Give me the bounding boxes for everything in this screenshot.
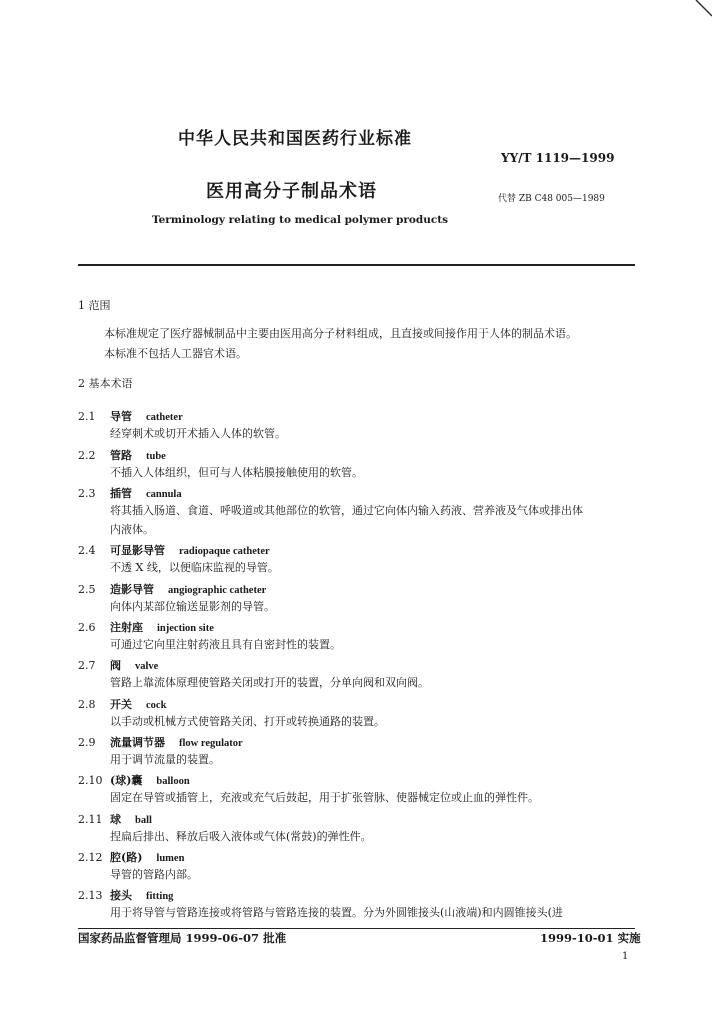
term-entry-heading: [78, 444, 166, 463]
term-entry-heading: [78, 616, 214, 635]
term-english: fitting: [146, 891, 174, 902]
term-chinese: 腔(路): [110, 851, 143, 864]
effective-date: 1999-10-01 实施: [540, 931, 641, 945]
term-entry-heading: [78, 769, 190, 788]
term-definition: 可通过它向里注射药液且具有自密封性的装置。: [110, 638, 341, 651]
term-chinese: 开关: [110, 698, 132, 711]
section-1-paragraph-2: 本标准不包括人工器官术语。: [104, 347, 247, 360]
term-chinese: 插管: [110, 487, 132, 500]
term-chinese: 管路: [110, 449, 132, 462]
section-1-paragraph-1: 本标准规定了医疗器械制品中主要由医用高分子材料组成，且直接或间接作用于人体的制品术语。: [104, 327, 577, 340]
term-definition: 以手动或机械方式使管路关闭、打开或转换通路的装置。: [110, 715, 385, 728]
term-english: lumen: [156, 853, 185, 864]
term-chinese: 阀: [110, 659, 121, 672]
replaces-note: 代替 ZB C48 005—1989: [498, 194, 605, 204]
term-english: ball: [135, 815, 152, 826]
term-definition: 导管的管路内部。: [110, 868, 198, 881]
term-chinese: 可显影导管: [110, 544, 165, 557]
term-number: 2.8: [78, 698, 96, 711]
term-english: balloon: [156, 776, 190, 787]
term-number: 2.4: [78, 544, 96, 557]
term-english: flow regulator: [179, 738, 243, 749]
term-definition: 管路上靠流体原理使管路关闭或打开的装置，分单向阀和双向阀。: [110, 676, 429, 689]
term-entry-heading: [78, 654, 158, 673]
term-english: cock: [146, 700, 167, 711]
term-definition: 用于将导管与管路连接或将管路与管路连接的装置。分为外圆锥接头(山液端)和内圆锥接头(进: [110, 906, 563, 919]
term-number: 2.7: [78, 659, 96, 672]
term-number: 2.11: [78, 813, 103, 826]
term-definition: 将其插入肠道、食道、呼吸道或其他部位的软管，通过它向体内输入药液、营养液及气体或排出体: [110, 504, 583, 517]
term-entry-heading: [78, 884, 173, 903]
term-entry-heading: [78, 731, 243, 750]
term-entry-heading: [78, 482, 182, 501]
section-1-heading: 1 范围: [78, 299, 111, 312]
term-number: 2.2: [78, 449, 96, 462]
english-title: Terminology relating to medical polymer products: [152, 214, 449, 226]
term-entry-heading: [78, 539, 270, 558]
term-chinese: 注射座: [110, 621, 143, 634]
term-english: valve: [135, 661, 159, 672]
term-definition: 固定在导管或插管上，充液或充气后鼓起，用于扩张管脉、使器械定位或止血的弹性件。: [110, 791, 539, 804]
header-divider: [78, 264, 635, 266]
term-chinese: 造影导管: [110, 583, 154, 596]
term-english: cannula: [146, 489, 182, 500]
term-definition: 不插入人体组织，但可与人体粘膜接触使用的软管。: [110, 466, 363, 479]
term-definition: 用于调节流量的装置。: [110, 753, 220, 766]
term-number: 2.12: [78, 851, 103, 864]
term-number: 2.6: [78, 621, 96, 634]
term-number: 2.3: [78, 487, 96, 500]
term-chinese: 球: [110, 813, 121, 826]
section-2-heading: 2 基本术语: [78, 377, 133, 390]
term-definition: 向体内某部位输送显影剂的导管。: [110, 600, 275, 613]
term-number: 2.9: [78, 736, 96, 749]
document-title: 医用高分子制品术语: [206, 181, 377, 202]
term-definition: 捏扁后排出、释放后吸入液体或气体(常鼓)的弹性件。: [110, 830, 372, 843]
standard-code: YY/T 1119—1999: [501, 151, 615, 165]
term-entry-heading: [78, 693, 166, 712]
term-entry-heading: [78, 405, 183, 424]
term-definition: 经穿刺术或切开术插入人体的软管。: [110, 427, 286, 440]
approval-line: 国家药品监督管理局 1999-06-07 批准: [78, 931, 287, 945]
term-english: angiographic catheter: [168, 585, 267, 596]
term-english: catheter: [146, 412, 183, 423]
term-entry-heading: [78, 846, 184, 865]
term-entry-heading: [78, 808, 152, 827]
term-entry-heading: [78, 578, 266, 597]
term-number: 2.5: [78, 583, 96, 596]
term-number: 2.13: [78, 889, 103, 902]
term-english: tube: [146, 451, 166, 462]
standard-body-title: 中华人民共和国医药行业标准: [178, 129, 412, 149]
term-chinese: 接头: [110, 889, 132, 902]
term-number: 2.1: [78, 410, 96, 423]
page-corner-mark: [692, 0, 712, 20]
term-chinese: 流量调节器: [110, 736, 165, 749]
term-chinese: 导管: [110, 410, 132, 423]
footer-divider: [78, 928, 635, 929]
page-number: 1: [622, 951, 629, 962]
term-chinese: (球)囊: [110, 774, 143, 787]
term-english: injection site: [157, 623, 214, 634]
term-definition: 内液体。: [110, 523, 154, 536]
term-definition: 不透 X 线，以便临床监视的导管。: [110, 561, 279, 574]
term-english: radiopaque catheter: [179, 546, 270, 557]
term-number: 2.10: [78, 774, 103, 787]
